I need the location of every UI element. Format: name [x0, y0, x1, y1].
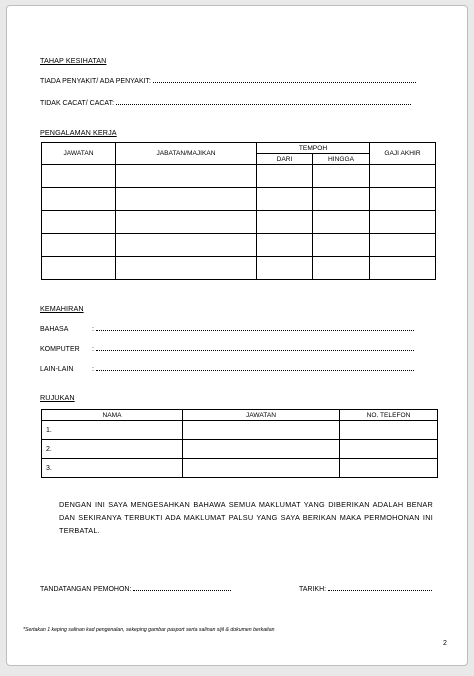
skills-other-line: LAIN-LAIN :	[40, 364, 414, 373]
date-label: TARIKH:	[299, 586, 327, 593]
table-row	[42, 234, 436, 257]
date-field[interactable]	[328, 584, 432, 591]
table-row	[42, 440, 438, 459]
skills-language-line: BAHASA :	[40, 324, 414, 333]
skills-other-label: LAIN-LAIN	[40, 366, 74, 373]
signature-label: TANDATANGAN PEMOHON:	[40, 586, 132, 593]
references-table	[41, 409, 438, 478]
skills-language-field[interactable]	[96, 324, 414, 331]
experience-header-employer: JABATAN/MAJIKAN	[116, 143, 257, 165]
health-disease-line	[40, 76, 416, 85]
signature-field[interactable]	[133, 584, 231, 591]
table-row	[42, 421, 438, 440]
experience-header-period: TEMPOH	[257, 143, 370, 154]
experience-header-position: JAWATAN	[42, 143, 116, 165]
health-disability-field[interactable]	[116, 98, 411, 105]
experience-table	[41, 142, 436, 280]
signature-line	[40, 584, 231, 593]
experience-header-salary: GAJI AKHIR	[370, 143, 436, 165]
health-disease-label: TIADA PENYAKIT/ ADA PENYAKIT:	[40, 78, 151, 85]
skills-other-field[interactable]	[96, 364, 414, 371]
skills-section-title: KEMAHIRAN	[40, 304, 84, 313]
skills-computer-line: KOMPUTER :	[40, 344, 414, 353]
table-row	[42, 188, 436, 211]
date-line	[299, 584, 432, 593]
health-disease-field[interactable]	[153, 76, 416, 83]
page-number: 2	[443, 640, 447, 647]
table-row	[42, 257, 436, 280]
references-header-position: JAWATAN	[183, 410, 340, 421]
table-row	[42, 211, 436, 234]
references-section-title: RUJUKAN	[40, 393, 75, 402]
declaration-text: DENGAN INI SAYA MENGESAHKAN BAHAWA SEMUA MAKLUMAT YANG DIBERIKAN ADALAH BENAR DAN SEKIRANYA TERBUKTI ADA MAKLUMAT PALSU YANG SAYA BERIKAN MAKA PERMOHONAN INI TERBATAL.	[59, 500, 433, 535]
form-page	[6, 5, 468, 666]
references-header-name: NAMA	[42, 410, 183, 421]
reference-row-number: 2.	[46, 445, 52, 453]
health-disability-label: TIDAK CACAT/ CACAT:	[40, 100, 115, 107]
references-header-phone: NO. TELEFON	[340, 410, 438, 421]
footnote: *Sertakan 1 keping salinan kad pengenalan, sekeping gambar pasport serta salinan sijil & dokumen berkaitan	[23, 627, 275, 633]
experience-header-from: DARI	[257, 154, 313, 165]
reference-row-number: 3.	[46, 464, 52, 472]
table-row	[42, 165, 436, 188]
reference-row-number: 1.	[46, 426, 52, 434]
health-disability-line	[40, 98, 411, 107]
health-section-title: TAHAP KESIHATAN	[40, 56, 107, 65]
table-row	[42, 459, 438, 478]
skills-language-label: BAHASA	[40, 326, 69, 333]
experience-header-to: HINGGA	[313, 154, 370, 165]
experience-section-title: PENGALAMAN KERJA	[40, 128, 117, 137]
skills-computer-field[interactable]	[96, 344, 414, 351]
skills-computer-label: KOMPUTER	[40, 346, 80, 353]
